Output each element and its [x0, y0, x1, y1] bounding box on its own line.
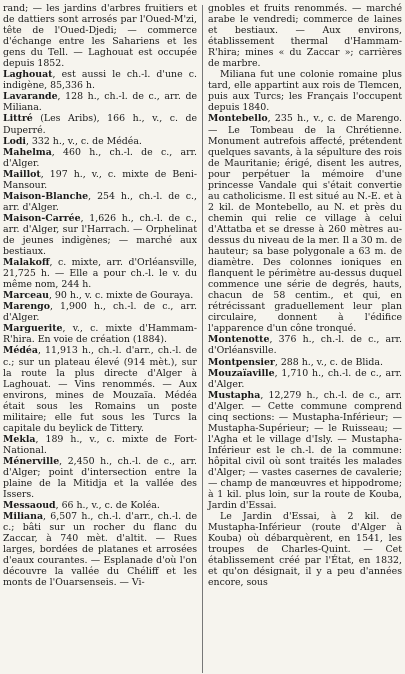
entry: [208, 334, 402, 356]
entry-headword: Marceau: [3, 290, 49, 302]
entry: [3, 345, 197, 433]
entry: [3, 191, 197, 213]
entry-headword: Montenotte: [208, 334, 270, 346]
entry: [208, 357, 402, 368]
entry-text: , 90 h., v. c. mixte de Gouraya.: [48, 290, 194, 302]
entry-text: , 189 h., v., c. mixte de Fort-National.: [3, 433, 197, 456]
entry: [3, 147, 197, 169]
entry-text: , 1,626 h., ch.-l. de c., arr. d'Alger, sur l'Harrach. — Orphelinat de jeunes indigènes; — marché aux bestiaux.: [3, 212, 197, 258]
entry: [208, 368, 402, 390]
entry: [208, 113, 402, 334]
entry-text: , 66 h., v., c. de Koléa.: [55, 500, 160, 512]
entry: [3, 257, 197, 290]
entry: [3, 136, 197, 147]
entry-headword: Miliana: [3, 511, 44, 523]
entry-text: , 254 h., ch.-l. de c., arr. d'Alger.: [3, 190, 197, 213]
entry: [3, 290, 197, 301]
entry-text: gnobles et fruits renommés. — marché arabe le vendredi; commerce de laines et bestiaux. — Aux environs, établissement thermal d'Hammam-R'hira; mines « du Zaccar »; carrières de marbre.: [208, 3, 402, 70]
entry-headword: Montpensier: [208, 356, 275, 368]
entry-text: , 376 h., ch.-l. de c., arr. d'Orléansville.: [208, 334, 402, 357]
entry-headword: Mouzaïaville: [208, 367, 275, 379]
entry: [3, 3, 197, 69]
entry-text: Miliana fut une colonie romaine plus tard, elle appartint aux rois de Tlemcen, puis aux Turcs; les Français l'occupent depuis 1840.: [208, 69, 402, 114]
entry-text: , est aussi le ch.-l. d'une c. indigène, 85,336 h.: [3, 69, 197, 92]
entry-text: , v., c. mixte d'Hammam-R'hira. En voie de création (1884).: [3, 323, 197, 346]
entry: [3, 456, 197, 500]
entry-headword: Marengo: [3, 301, 50, 313]
entry-text: , 1,900 h., ch.-l. de c., arr. d'Alger.: [3, 301, 197, 324]
entry-text: , 12,279 h., ch.-l. de c., arr. d'Alger. — Cette commune comprend cinq sections: — Mustapha-Inférieur; — Mustapha-Supérieur; — le Ruisseau; — l'Agha et le village d'Isly. — Mustapha-Inférieur est le ch.-l. de la commune: hôpital civil où sont traités les malades d'Alger; — vastes casernes de cavalerie; — champ de manœuvres et hippodrome; à 1 kil. plus loin, sur la route de Kouba, Jardin d'Essai.: [208, 389, 402, 512]
entry-headword: Malakoff: [3, 257, 50, 269]
entry: [208, 3, 402, 69]
entry: [3, 213, 197, 257]
entry-text: (Les Aribs), 166 h., v., c. de Duperré.: [3, 113, 197, 136]
entry: [208, 511, 402, 588]
entry-text: , 6,507 h., ch.-l. d'arr., ch.-l. de c.; bâti sur un rocher du flanc du Zaccar, à 740 mèt. d'altit. — Rues larges, bordées de platanes et arrosées d'eaux courantes. — Esplanade d'où l'on découvre la vallée du Chéliff et les monts de l'Ouarsenseis. — Vi-: [3, 511, 197, 589]
entry-headword: Mustapha: [208, 389, 261, 401]
entry-headword: Montebello: [208, 113, 268, 125]
entry: [3, 113, 197, 135]
entry-headword: Mekla: [3, 433, 36, 445]
entry-headword: Maison-Carrée: [3, 212, 81, 224]
entry-headword: Lodi: [3, 135, 26, 147]
right-column: [203, 3, 402, 674]
entry: [3, 500, 197, 511]
entry-text: , 235 h., v., c. de Marengo. — Le Tombeau de la Chrétienne. Monument autrefois affecté, prétendent quelques savants, à la sépulture des rois de Mauritanie; érigé, disent les autres, pour perpétuer la mémoire d'une princesse Vandale qui s'était convertie au catholicisme. Il est situé au N.-E. et à 2 kil. de Montebello, au N. et près du chemin qui relie ce village à celui d'Attatba et se dresse à 260 mètres au-dessus du niveau de la mer. Il a 30 m. de hauteur; sa base polygonale a 63 m. de diamètre. Des colonnes ioniques en flanquent le périmètre au-dessus duquel commence une série de degrés, hauts, chacun de 58 centim., et qui, en rétrécissant graduellement leur plan circulaire, donnent à l'édifice l'apparence d'un cône tronqué.: [208, 113, 402, 335]
entry: [3, 511, 197, 588]
left-column: [3, 3, 202, 674]
entry-headword: Littré: [3, 113, 33, 125]
entry-text: , 460 h., ch.-l. de c., arr. d'Alger.: [3, 146, 197, 169]
entry-headword: Maison-Blanche: [3, 190, 89, 202]
entry-text: Le Jardin d'Essai, à 2 kil. de Mustapha-Inférieur (route d'Alger à Kouba) où débarquèrent, en 1541, les troupes de Charles-Quint. — Cet établissement créé par l'État, en 1832, et qu'on désignait, il y a peu d'années encore, sous: [208, 511, 402, 589]
entry: [208, 390, 402, 512]
entry-headword: Médéa: [3, 345, 38, 357]
entry: [3, 434, 197, 456]
entry-text: , 11,913 h., ch.-l. d'arr., ch.-l. de c.; sur un plateau élevé (914 mèt.), sur la route la plus directe d'Alger à Laghouat. — Vins renommés. — Aux environs, mines de Mouzaïa. Médéa était sous les Romains un poste militaire; elle fut sous les Turcs la capitale du beylick de Tittery.: [3, 345, 197, 434]
entry-headword: Lavarande: [3, 91, 58, 103]
entry-text: , 288 h., v., c. de Blida.: [274, 356, 383, 368]
entry-text: , 1,710 h., ch.-l. de c., arr. d'Alger.: [208, 367, 402, 390]
entry-text: , 197 h., v., c. mixte de Beni-Mansour.: [3, 168, 197, 191]
entry-headword: Messaoud: [3, 500, 56, 512]
entry-headword: Mahelma: [3, 146, 52, 158]
entry-headword: Marguerite: [3, 323, 63, 335]
entry-headword: Maillot: [3, 168, 41, 180]
entry-text: , 128 h., ch.-l. de c., arr. de Miliana.: [3, 91, 197, 114]
entry: [3, 69, 197, 91]
entry: [3, 169, 197, 191]
entry-text: , 332 h., v., c. de Médéa.: [25, 135, 142, 147]
entry-text: , 2,450 h., ch.-l. de c., arr. d'Alger; point d'intersection entre la plaine de la Mitidja et la vallée des Issers.: [3, 455, 197, 501]
entry-headword: Laghouat: [3, 69, 53, 81]
entry-headword: Ménerville: [3, 455, 60, 467]
entry: [3, 301, 197, 323]
entry: [3, 91, 197, 113]
entry-text: , c. mixte, arr. d'Orléansville, 21,725 h. — Elle a pour ch.-l. le v. du même nom, 244 h.: [3, 257, 197, 291]
entry: [208, 69, 402, 113]
entry: [3, 323, 197, 345]
entry-text: rand; — les jardins d'arbres fruitiers et de dattiers sont arrosés par l'Oued-M'zi, tête de l'Oued-Djedi; — commerce d'échange entre les Sahariens et les gens du Tell. — Laghouat est occupée depuis 1852.: [3, 3, 197, 70]
